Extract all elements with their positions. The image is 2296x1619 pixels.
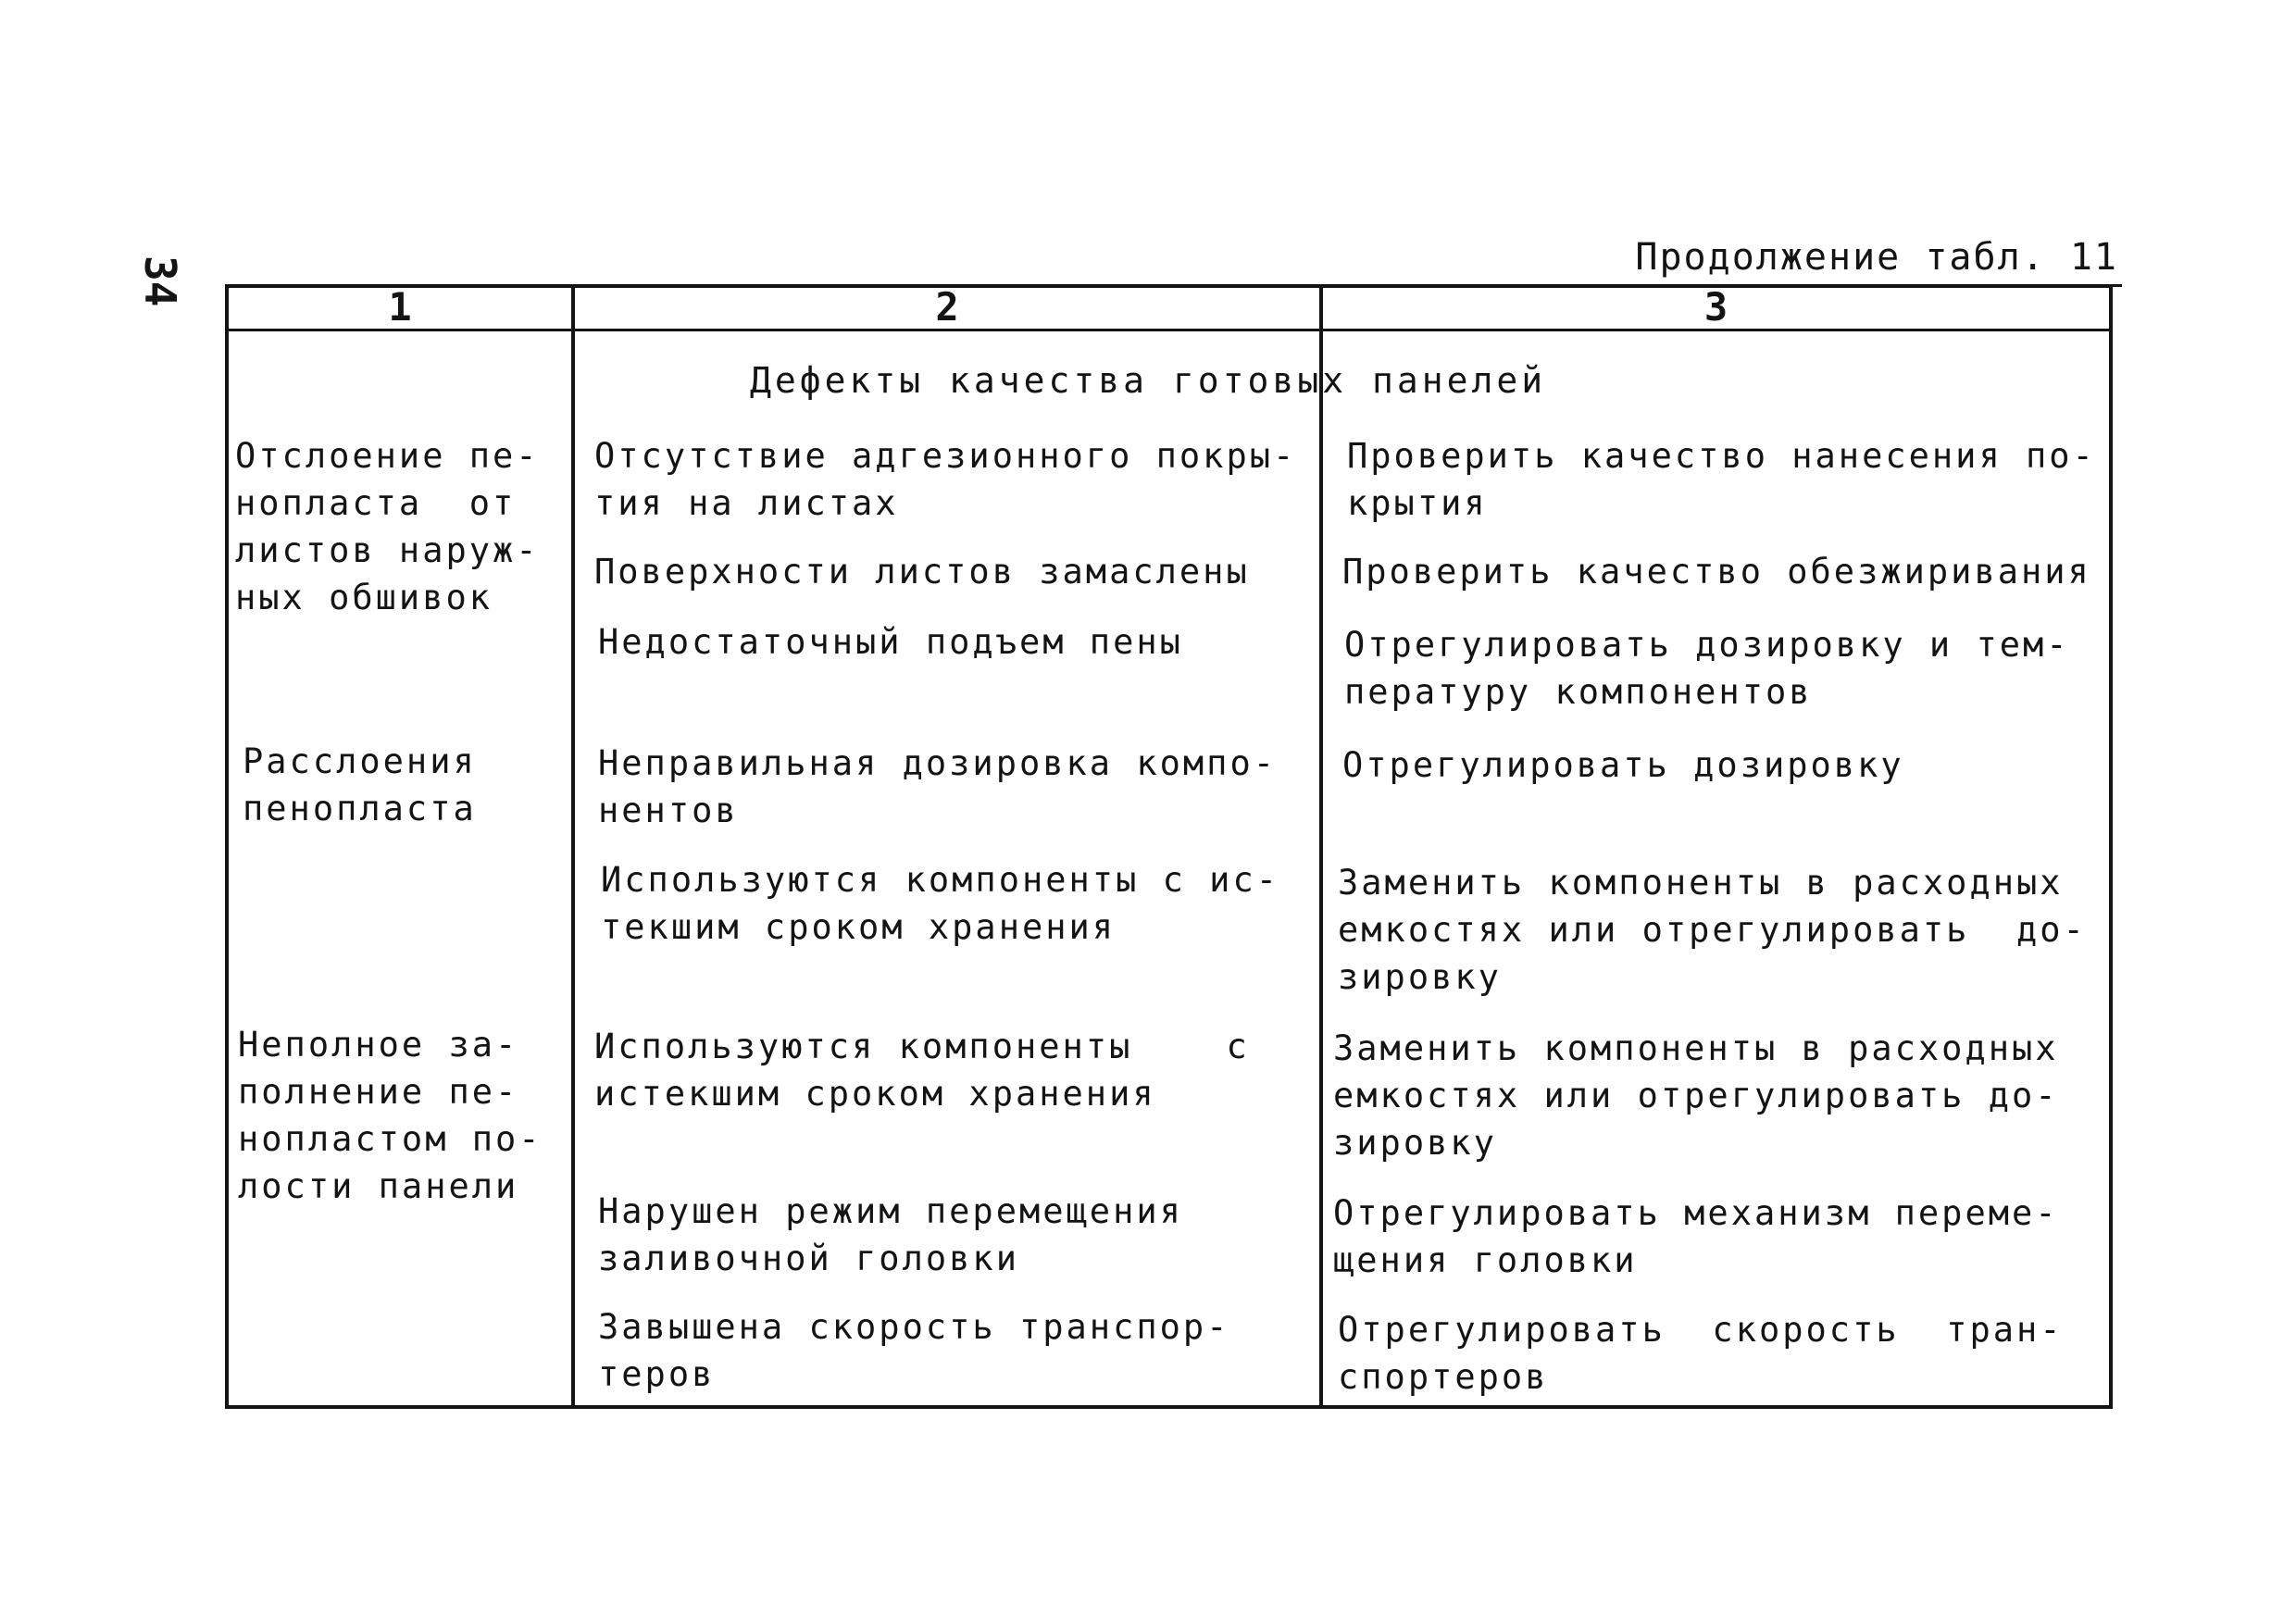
remedy-cell: Проверить качество нанесения по- крытия <box>1347 436 2096 523</box>
cause-cell: Отсутствие адгезионного покры- тия на листах <box>594 436 1297 523</box>
cause-cell: Завышена скорость транспор- теров <box>598 1307 1230 1394</box>
remedy-cell: Отрегулировать скорость тран- спортеров <box>1338 1310 2064 1397</box>
header-divider <box>225 329 2113 331</box>
cause-cell: Недостаточный подъем пены <box>598 622 1183 662</box>
remedy-cell: Заменить компоненты в расходных емкостях или отрегулировать до- зировку <box>1338 863 2087 997</box>
defect-cell: Отслоение пе- нопласта от листов наруж- ных обшивок <box>235 436 540 617</box>
cause-cell: Используются компоненты с ис- текшим сроком хранения <box>601 860 1280 947</box>
column-number-1: 1 <box>388 284 412 330</box>
column-divider-1-2 <box>571 284 575 1409</box>
remedy-cell: Заменить компоненты в расходных емкостях или отрегулировать до- зировку <box>1333 1028 2059 1163</box>
remedy-cell: Отрегулировать дозировку и тем- пературу компонентов <box>1344 625 2070 712</box>
cause-cell: Поверхности листов замаслены <box>594 552 1250 592</box>
column-divider-2-3 <box>1319 284 1323 1409</box>
cause-cell: Используются компоненты с истекшим сроком хранения <box>594 1027 1250 1114</box>
remedy-cell: Отрегулировать механизм переме- щения головки <box>1333 1193 2059 1280</box>
section-title: Дефекты качества готовых панелей <box>750 360 1547 401</box>
remedy-cell: Отрегулировать дозировку <box>1342 745 1904 785</box>
page-number: 34 <box>135 255 185 307</box>
column-number-2: 2 <box>935 284 959 330</box>
cause-cell: Неправильная дозировка компо- нентов <box>598 743 1278 830</box>
defect-cell: Расслоения пенопласта <box>243 741 477 828</box>
remedy-cell: Проверить качество обезжиривания <box>1342 552 2091 592</box>
column-number-3: 3 <box>1703 284 1728 330</box>
cause-cell: Нарушен режим перемещения заливочной головки <box>598 1191 1183 1278</box>
table-continuation-caption: Продолжение табл. 11 <box>1635 236 2118 279</box>
defect-cell: Неполное за- полнение пе- нопластом по- лости панели <box>238 1025 543 1206</box>
